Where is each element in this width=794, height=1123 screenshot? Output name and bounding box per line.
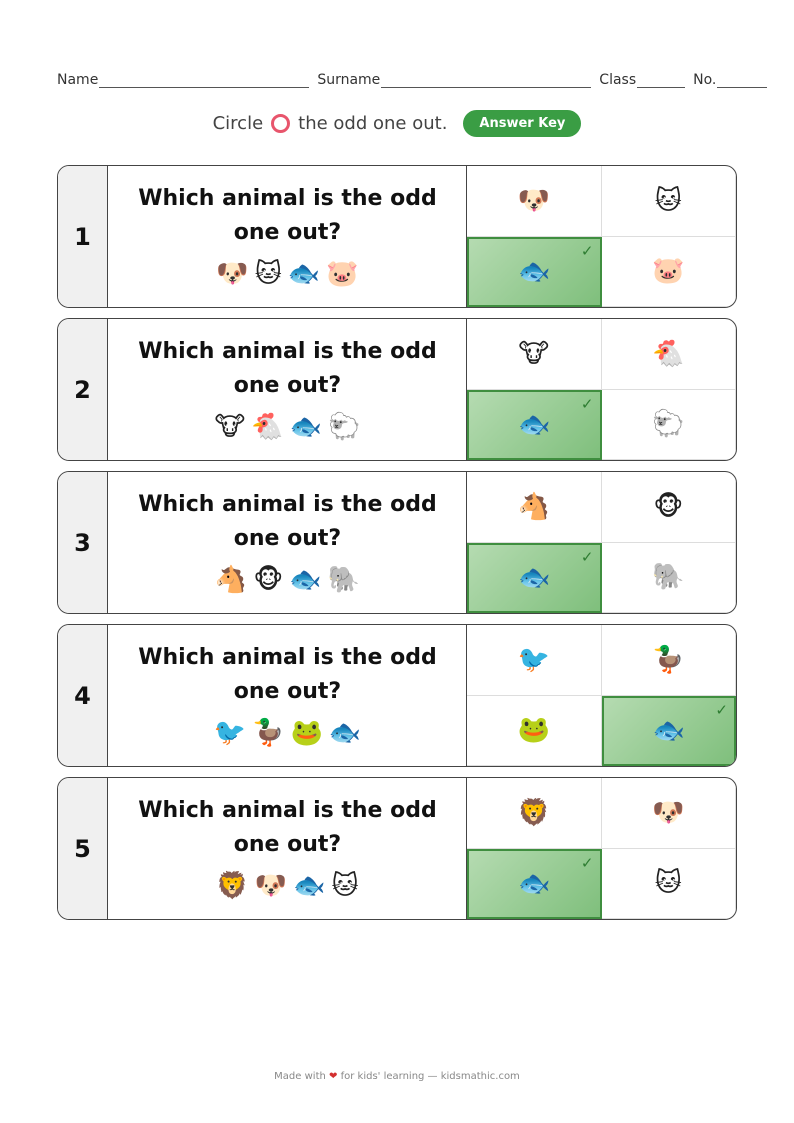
animal-icon: 🐱 [331,871,359,901]
animal-icon: 🐷 [326,259,359,289]
name-line[interactable] [99,71,309,88]
footer-after: for kids' learning — kidsmathic.com [340,1071,520,1082]
answer-option[interactable] [467,696,602,767]
animal-icon: 🐟 [289,565,322,595]
question-number: 4 [58,625,108,766]
animal-icon: 🐴 [214,565,248,595]
name-field[interactable] [57,71,309,88]
footer-before: Made with [274,1071,326,1082]
question-animal-icons [109,564,466,596]
student-info-row [57,66,773,88]
checkmark-icon: ✓ [715,700,728,719]
answer-key-badge: Answer Key [463,110,581,137]
question-area [109,625,467,766]
animal-icon: 🐮 [518,338,550,369]
animal-icon: 🐟 [518,256,551,287]
animal-icon: 🐑 [652,409,685,440]
animal-icon: 🐔 [251,412,284,442]
answer-options [467,319,736,460]
question-text: Which animal is the odd one out? [138,492,437,551]
answer-options [467,778,736,919]
animal-icon: 🐵 [253,565,284,595]
question-number: 1 [58,166,108,307]
animal-icon: 🐶 [254,871,288,901]
instruction-after: the odd one out. [298,113,448,134]
circle-icon [271,114,290,133]
name-label: Name [57,72,99,88]
answer-option-correct[interactable] [467,849,602,920]
class-label: Class [599,72,637,88]
answer-option[interactable] [602,319,737,390]
question-area [109,778,467,919]
question-area [109,319,467,460]
footer [0,1071,794,1082]
animal-icon: 🐑 [328,412,361,442]
animal-icon: 🐱 [654,185,682,216]
answer-option[interactable] [467,166,602,237]
question-animal-icons [109,411,466,443]
question-animal-icons [109,870,466,902]
question-number: 3 [58,472,108,613]
answer-option[interactable] [602,778,737,849]
animal-icon: 🐸 [517,715,550,746]
surname-line[interactable] [381,71,591,88]
animal-icon: 🐟 [289,412,323,442]
checkmark-icon: ✓ [580,853,594,872]
answer-option[interactable] [602,472,737,543]
number-line[interactable] [717,71,767,88]
question-card [57,471,737,614]
animal-icon: 🐷 [652,256,685,287]
animal-icon: 🐸 [290,718,323,748]
animal-icon: 🦁 [216,871,249,901]
animal-icon: 🦆 [252,718,285,748]
animal-icon: 🐟 [652,715,685,746]
question-card [57,624,737,767]
class-line[interactable] [637,71,685,88]
answer-option[interactable] [602,543,737,614]
animal-icon: 🐘 [327,565,361,595]
animal-icon: 🐶 [216,259,249,289]
animal-icon: 🐦 [213,718,247,748]
checkmark-icon: ✓ [580,547,594,566]
animal-icon: 🐘 [652,562,685,593]
answer-option-correct[interactable] [467,543,602,614]
answer-option[interactable] [602,849,737,920]
question-area [109,472,467,613]
question-text: Which animal is the odd one out? [138,798,437,857]
answer-option-correct[interactable] [602,696,737,767]
animal-icon: 🐶 [652,797,685,828]
question-card [57,318,737,461]
animal-icon: 🐴 [517,491,550,522]
animal-icon: 🐟 [518,409,551,440]
answer-option[interactable] [467,472,602,543]
animal-icon: 🐱 [654,868,682,899]
question-number: 5 [58,778,108,919]
animal-icon: 🐵 [653,491,684,522]
answer-option[interactable] [467,625,602,696]
animal-icon: 🐟 [328,718,362,748]
animal-icon: 🐟 [518,868,551,899]
checkmark-icon: ✓ [580,241,594,260]
answer-option[interactable] [602,390,737,461]
answer-option[interactable] [467,778,602,849]
answer-option[interactable] [602,625,737,696]
animal-icon: 🐦 [517,644,550,675]
animal-icon: 🐟 [287,259,321,289]
animal-icon: 🦆 [652,644,685,675]
animal-icon: 🐮 [214,412,246,442]
number-field[interactable] [693,71,767,88]
question-number: 2 [58,319,108,460]
instruction-before: Circle [212,113,264,134]
question-card [57,777,737,920]
answer-options [467,472,736,613]
checkmark-icon: ✓ [580,394,594,413]
animal-icon: 🐔 [652,338,685,369]
animal-icon: 🐟 [293,871,326,901]
surname-field[interactable] [317,71,591,88]
class-field[interactable] [599,71,685,88]
surname-label: Surname [317,72,381,88]
question-text: Which animal is the odd one out? [138,339,437,398]
question-animal-icons [109,258,466,290]
animal-icon: 🐶 [517,185,550,216]
instruction [0,110,794,137]
question-area [109,166,467,307]
question-text: Which animal is the odd one out? [138,186,437,245]
answer-option[interactable] [602,237,737,308]
answer-options [467,625,736,766]
heart-icon: ❤ [329,1071,338,1082]
question-animal-icons [109,717,466,749]
animal-icon: 🐱 [254,259,282,289]
number-label: No. [693,72,717,88]
answer-option-correct[interactable] [467,237,602,308]
animal-icon: 🐟 [518,562,551,593]
answer-option[interactable] [467,319,602,390]
question-text: Which animal is the odd one out? [138,645,437,704]
answer-options [467,166,736,307]
answer-option[interactable] [602,166,737,237]
question-card [57,165,737,308]
answer-option-correct[interactable] [467,390,602,461]
animal-icon: 🦁 [517,797,550,828]
